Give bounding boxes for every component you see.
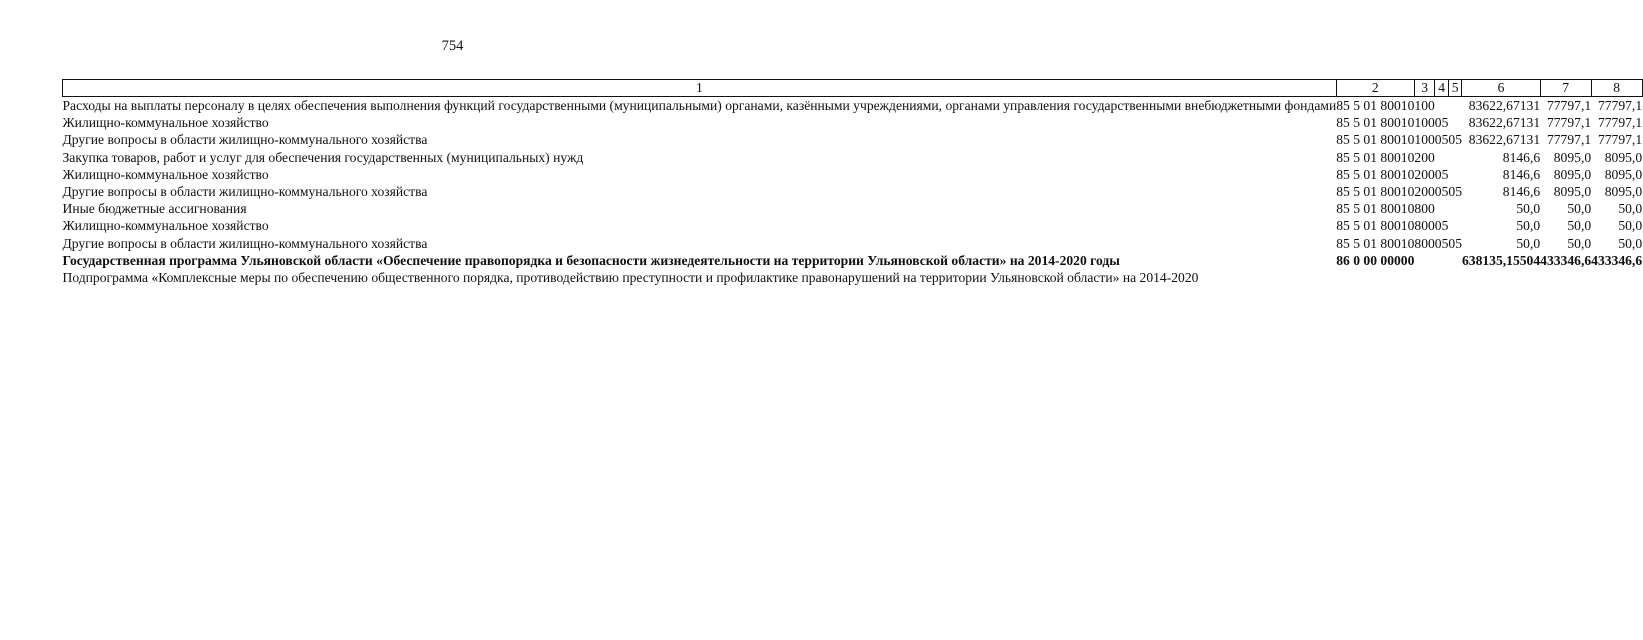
subsection-cell [1448,97,1462,115]
item-name-cell: Другие вопросы в области жилищно-коммунального хозяйства [62,184,428,200]
section-cell: 05 [1434,166,1449,182]
amount-col6-cell: 8146,6 [1502,166,1541,182]
item-name-cell: Другие вопросы в области жилищно-коммунального хозяйства [62,132,428,148]
table-row [63,166,1643,183]
page-number: 754 [441,38,464,54]
item-name-cell: Жилищно-коммунальное хозяйство [62,115,269,131]
section-cell: 05 [1434,115,1449,131]
section-cell: 05 [1434,184,1449,200]
section-cell: 05 [1434,132,1449,148]
subsection-cell [1448,217,1462,234]
amount-col7-cell: 433346,6 [1540,252,1592,268]
table-row [63,97,1643,115]
subsection-cell [1448,200,1462,217]
amount-col6-cell: 83622,67131 [1468,115,1541,131]
section-cell: 05 [1434,235,1449,251]
item-name-cell: Иные бюджетные ассигнования [62,201,247,217]
target-code-cell: 85 5 01 80010 [1336,149,1415,165]
table-row [63,269,1643,286]
table-row [63,149,1643,166]
section-cell [1435,200,1449,217]
expense-type-cell: 100 [1414,115,1435,131]
subsection-cell [1448,114,1462,131]
amount-col7-cell: 77797,1 [1546,132,1592,148]
table-row [63,200,1643,217]
target-code-cell: 85 5 01 80010 [1336,115,1415,131]
amount-col6-cell: 83622,67131 [1468,132,1541,148]
item-name-cell: Государственная программа Ульяновской области «Обеспечение правопорядка и безопасности жизнедеятельности на территории Ульяновской области» на 2014-2020 годы [62,252,1120,268]
amount-col7-cell: 77797,1 [1546,98,1592,113]
subsection-cell [1448,166,1462,183]
expense-type-cell: 200 [1414,149,1435,165]
amount-col6-cell: 8146,6 [1502,149,1541,165]
subsection-cell: 05 [1448,132,1462,148]
amount-col6-cell: 50,0 [1516,218,1541,234]
table-row [63,217,1643,234]
amount-col6-cell: 8146,6 [1502,184,1541,200]
target-code-cell: 85 5 01 80010 [1336,98,1415,113]
amount-col8-cell: 77797,1 [1597,115,1643,131]
amount-col7-cell: 8095,0 [1553,166,1592,182]
subsection-cell: 05 [1448,235,1462,251]
column-header: 6 [1462,80,1540,97]
item-name-cell: Подпрограмма «Комплексные меры по обеспечению общественного порядка, противодействию преступности и профилактике правонарушений на территории Ульяновской области» на 2014-2020 [62,270,1199,286]
amount-col8-cell: 77797,1 [1597,132,1643,148]
section-cell [1435,269,1449,286]
column-number-row [63,80,1643,97]
expense-type-cell: 800 [1414,235,1435,251]
column-header: 2 [1336,80,1414,97]
amount-col8-cell: 50,0 [1618,218,1643,234]
amount-col8-cell [1591,269,1642,286]
amount-col6-cell [1462,269,1540,286]
section-cell [1435,149,1449,166]
amount-col8-cell: 8095,0 [1604,184,1643,200]
amount-col6-cell: 638135,15504 [1461,252,1541,268]
column-header: 7 [1540,80,1591,97]
table-row [63,235,1643,252]
table-body [63,97,1643,287]
table-row [63,252,1643,269]
expense-type-cell [1414,269,1434,286]
amount-col6-cell: 83622,67131 [1468,98,1541,113]
subsection-cell [1448,252,1462,269]
amount-col8-cell: 8095,0 [1604,149,1643,165]
subsection-cell [1448,269,1462,286]
target-code-cell: 85 5 01 80010 [1336,184,1415,200]
target-code-cell: 85 5 01 80010 [1336,235,1415,251]
table-row [63,114,1643,131]
column-header: 5 [1448,80,1462,97]
target-code-cell [1336,269,1414,286]
budget-table [62,79,1643,286]
column-header: 4 [1435,80,1449,97]
table-row [63,131,1643,148]
expense-type-cell: 800 [1414,201,1435,217]
expense-type-cell: 100 [1414,98,1435,113]
expense-type-cell: 100 [1414,132,1435,148]
amount-col8-cell: 433346,6 [1591,252,1643,268]
item-name-cell: Жилищно-коммунальное хозяйство [62,166,269,182]
column-header: 8 [1591,80,1642,97]
section-cell [1435,97,1449,115]
column-header: 1 [63,80,1337,97]
amount-col8-cell: 8095,0 [1604,166,1643,182]
table-row [63,183,1643,200]
target-code-cell: 85 5 01 80010 [1336,201,1415,217]
column-header: 3 [1414,80,1434,97]
section-cell [1435,252,1449,269]
amount-col7-cell: 8095,0 [1553,149,1592,165]
expense-type-cell: 200 [1414,184,1435,200]
amount-col7-cell: 50,0 [1567,201,1592,217]
section-cell: 05 [1434,218,1449,234]
item-name-cell: Другие вопросы в области жилищно-коммунального хозяйства [62,235,428,251]
item-name-cell: Расходы на выплаты персоналу в целях обеспечения выполнения функций государственными (муниципальными) органами, казёнными учреждениями, органами управления государственными внебюджетными фондами [62,98,1337,113]
target-code-cell: 85 5 01 80010 [1336,166,1415,182]
subsection-cell: 05 [1448,184,1462,200]
amount-col8-cell: 50,0 [1618,201,1643,217]
subsection-cell [1448,149,1462,166]
target-code-cell: 85 5 01 80010 [1336,132,1415,148]
amount-col7-cell: 50,0 [1567,218,1592,234]
expense-type-cell: 800 [1414,218,1435,234]
amount-col7-cell: 77797,1 [1546,115,1592,131]
expense-type-cell: 200 [1414,166,1435,182]
amount-col7-cell: 50,0 [1567,235,1592,251]
expense-type-cell [1414,252,1434,269]
amount-col6-cell: 50,0 [1516,201,1541,217]
item-name-cell: Закупка товаров, работ и услуг для обеспечения государственных (муниципальных) нужд [62,149,584,165]
amount-col6-cell: 50,0 [1516,235,1541,251]
target-code-cell: 85 5 01 80010 [1336,218,1415,234]
item-name-cell: Жилищно-коммунальное хозяйство [62,218,269,234]
amount-col7-cell [1540,269,1591,286]
amount-col8-cell: 77797,1 [1597,98,1643,113]
amount-col7-cell: 8095,0 [1553,184,1592,200]
target-code-cell: 86 0 00 00000 [1336,252,1415,268]
amount-col8-cell: 50,0 [1618,235,1643,251]
